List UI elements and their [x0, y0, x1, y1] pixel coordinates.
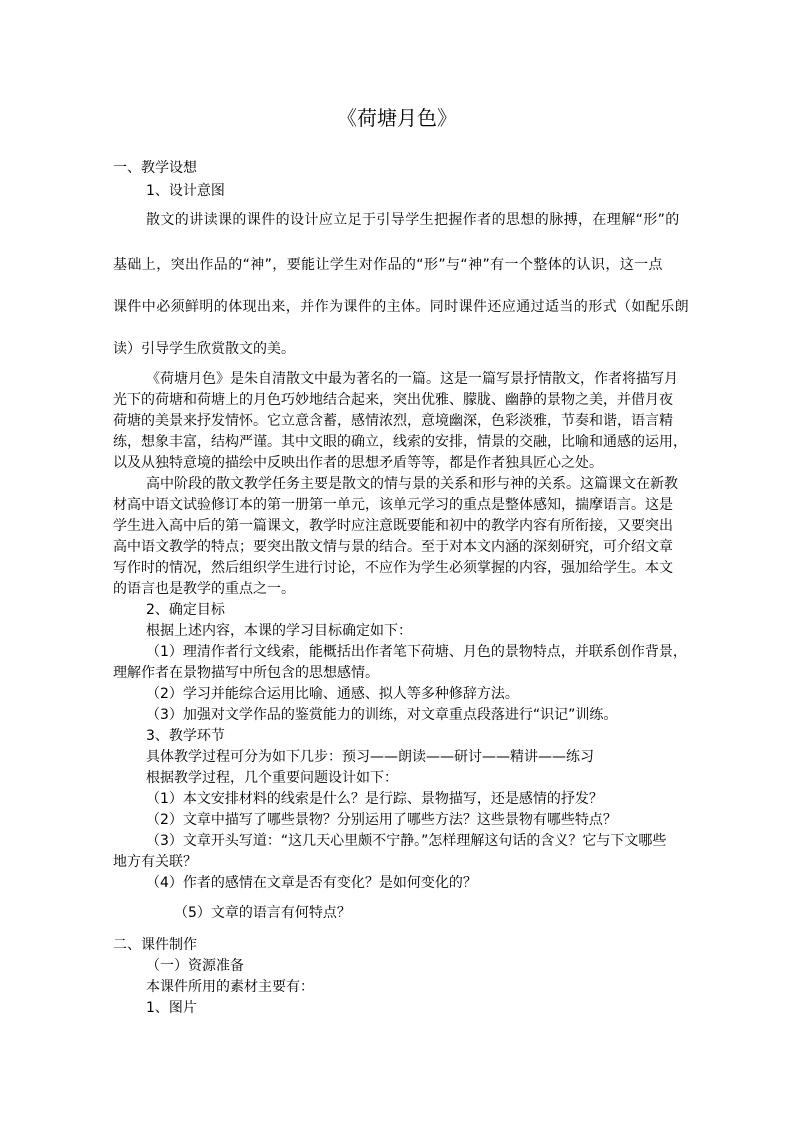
subheading-resource-preparation: （一）资源准备 — [146, 958, 244, 974]
subheading-design-intent: 1、设计意图 — [146, 183, 225, 199]
question-item: （1）本文安排材料的线索是什么？是行踪、景物描写，还是感情的抒发？ — [146, 791, 603, 807]
objective-item: （3）加强对文学作品的鉴赏能力的训练，对文章重点段落进行“识记”训练。 — [146, 707, 618, 723]
paragraph-line: 散文的讲读课的课件的设计应立足于引导学生把握作者的思想的脉搏，在理解“形”的 — [146, 212, 680, 228]
paragraph-line: 《荷塘月色》是朱自清散文中最为著名的一篇。这是一篇写景抒情散文，作者将描写月 — [146, 371, 678, 387]
paragraph-line: 读）引导学生欣赏散文的美。 — [113, 341, 295, 357]
subheading-objectives: 2、确定目标 — [146, 602, 225, 618]
process-line: 具体教学过程可分为如下几步：预习——朗读——研讨——精讲——练习 — [146, 749, 594, 765]
section-heading-courseware-production: 二、课件制作 — [113, 937, 197, 953]
paragraph-line: 的语言也是教学的重点之一。 — [113, 581, 295, 597]
paragraph-line: 写作时的情况，然后组织学生进行讨论，不应作为学生必须掌握的内容，强加给学生。本文 — [113, 560, 673, 576]
question-item: （2）文章中描写了哪些景物？分别运用了哪些方法？这些景物有哪些特点？ — [146, 812, 617, 828]
objectives-intro: 根据上述内容，本课的学习目标确定如下： — [146, 623, 412, 639]
paragraph-line: 材高中语文试验修订本的第一册第一单元，该单元学习的重点是整体感知，揣摩语言。这是 — [113, 497, 673, 513]
paragraph-line: 以及从独特意境的描绘中反映出作者的思想矛盾等等，都是作者独具匠心之处。 — [113, 455, 603, 471]
section-heading-teaching-design: 一、教学设想 — [113, 160, 197, 176]
materials-item-images: 1、图片 — [146, 1000, 197, 1016]
objective-item: （2）学习并能综合运用比喻、通感、拟人等多种修辞方法。 — [146, 686, 519, 702]
paragraph-line: 光下的荷塘和荷塘上的月色巧妙地结合起来，突出优雅、朦胧、幽静的景物之美，并借月夜 — [113, 392, 673, 408]
paragraph-line: 高中语文教学的特点；要突出散文情与景的结合。至于对本文内涵的深刻研究，可介绍文章 — [113, 539, 673, 555]
question-item: （4）作者的感情在文章是否有变化？是如何变化的？ — [146, 875, 477, 891]
paragraph-line: 高中阶段的散文教学任务主要是散文的情与景的关系和形与神的关系。这篇课文在新教 — [146, 476, 678, 492]
objective-item: （1）理清作者行文线索，能概括出作者笔下荷塘、月色的景物特点，并联系创作背景， — [146, 644, 687, 660]
objective-item-continued: 理解作者在景物描写中所包含的思想感情。 — [113, 665, 379, 681]
question-item: （3）文章开头写道：“这几天心里颇不宁静。”怎样理解这句话的含义？它与下文哪些 — [146, 833, 667, 849]
question-item-continued: 地方有关联？ — [113, 854, 197, 870]
question-item: （5）文章的语言有何特点？ — [174, 905, 351, 921]
paragraph-line: 学生进入高中后的第一篇课文，教学时应注意既要能和初中的教学内容有所衔接，又要突出 — [113, 518, 673, 534]
paragraph-line: 基础上，突出作品的“神”，要能让学生对作品的“形”与“神”有一个整体的认识，这一点 — [113, 257, 663, 273]
paragraph-line: 荷塘的美景来抒发情怀。它立意含蓄，感情浓烈，意境幽深，色彩淡雅，节奏和谐，语言精 — [113, 413, 673, 429]
questions-intro: 根据教学过程，几个重要问题设计如下： — [146, 770, 398, 786]
paragraph-line: 练，想象丰富，结构严谨。其中文眼的确立，线索的安排，情景的交融，比喻和通感的运用， — [113, 434, 687, 450]
subheading-teaching-steps: 3、教学环节 — [146, 728, 225, 744]
materials-intro: 本课件所用的素材主要有： — [146, 979, 314, 995]
document-title: 《荷塘月色》 — [337, 106, 457, 130]
paragraph-line: 课件中必须鲜明的体现出来，并作为课件的主体。同时课件还应通过适当的形式（如配乐朗 — [113, 299, 689, 315]
